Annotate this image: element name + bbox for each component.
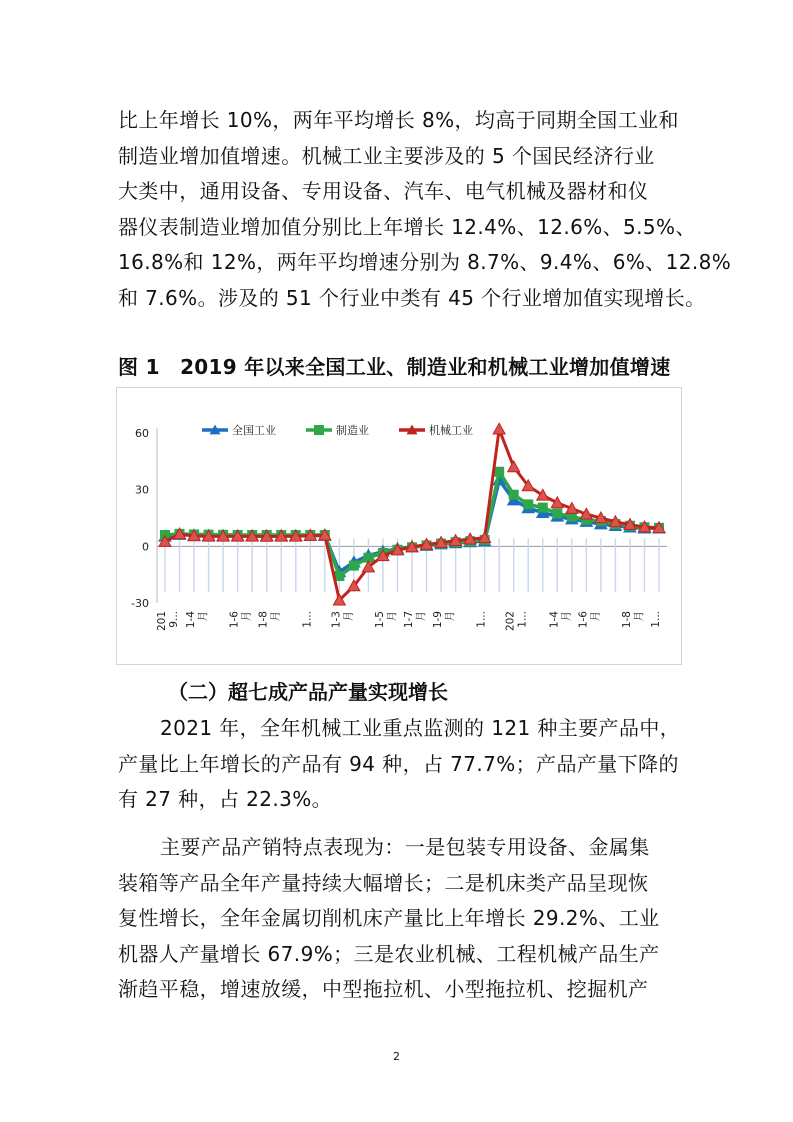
x-tick-label — [403, 611, 427, 628]
data-point — [493, 423, 505, 434]
text-line: 渐趋平稳，增速放缓，中型拖拉机、小型拖拉机、挖掘机产 — [118, 977, 649, 1002]
text-line: 和 7.6%。涉及的 51 个行业中类有 45 个行业增加值实现增长。 — [118, 285, 706, 310]
x-tick-label-part: 月 — [589, 611, 602, 622]
y-tick-label: 0 — [142, 540, 149, 554]
x-tick-label-part: 月 — [342, 611, 355, 622]
x-tick-label — [505, 611, 529, 631]
x-tick-label-part: 1... — [650, 611, 662, 628]
text-line: 16.8%和 12%，两年平均增速分别为 8.7%、9.4%、6%、12.8% — [118, 250, 732, 275]
x-tick-label-part: 1-4 — [548, 611, 561, 629]
x-tick-label-part: 1-4 — [185, 611, 198, 629]
legend-label: 机械工业 — [429, 424, 473, 437]
x-tick-label-part: 1-3 — [330, 611, 343, 629]
x-tick-label — [229, 611, 253, 628]
x-tick-label-part: 9... — [168, 611, 180, 628]
x-tick-label-part: 201 — [156, 611, 168, 632]
data-point — [509, 490, 519, 500]
text-line: 器仪表制造业增加值分别比上年增长 12.4%、12.6%、5.5%、 — [118, 214, 696, 239]
y-tick-label: 60 — [135, 427, 149, 440]
paragraph-machinery-growth — [118, 103, 732, 317]
text-line: 比上年增长 10%，两年平均增长 8%，均高于同期全国工业和 — [118, 108, 679, 132]
chart-legend — [202, 423, 473, 437]
x-tick-label — [156, 611, 180, 631]
x-tick-label-part: 1... — [475, 611, 488, 628]
x-tick-label-part: 202 — [504, 611, 517, 632]
x-tick-label-part: 月 — [240, 611, 253, 622]
text-line: 复性增长，全年金属切削机床产量比上年增长 29.2%、工业 — [118, 906, 660, 931]
text-line: 2021 年，全年机械工业重点监测的 121 种主要产品中， — [160, 716, 681, 740]
y-tick-label: -30 — [131, 597, 149, 610]
legend-label: 制造业 — [336, 424, 369, 437]
x-tick-label-part: 1-8 — [620, 611, 633, 629]
x-tick-label — [621, 611, 645, 628]
x-tick-label — [301, 611, 313, 628]
x-tick-label-part: 月 — [197, 611, 210, 622]
chart-container — [116, 387, 682, 665]
text-line: 有 27 种，占 22.3%。 — [118, 787, 333, 812]
x-tick-label — [548, 611, 572, 628]
paragraph-product-output — [118, 711, 681, 818]
data-point — [552, 508, 562, 518]
text-line: 机器人产量增长 67.9%；三是农业机械、工程机械产品生产 — [118, 941, 660, 966]
x-tick-label — [476, 611, 488, 628]
data-point — [508, 461, 520, 472]
x-tick-label-part: 1-8 — [257, 611, 270, 629]
x-tick-label — [577, 611, 601, 628]
figure-title: 图 1 2019 年以来全国工业、制造业和机械工业增加值增速 — [118, 355, 671, 379]
line-chart — [117, 388, 681, 664]
data-point — [349, 561, 359, 571]
data-point — [523, 499, 533, 509]
legend-label: 全国工业 — [232, 424, 276, 437]
x-tick-label-part: 1... — [301, 611, 314, 628]
text-line: 大类中，通用设备、专用设备、汽车、电气机械及器材和仪 — [118, 179, 649, 204]
x-tick-label-part: 1-9 — [432, 611, 445, 629]
x-tick-label-part: 月 — [560, 611, 573, 622]
y-tick-label: 30 — [135, 483, 149, 497]
page-number: 2 — [393, 1050, 400, 1063]
x-tick-label — [650, 611, 662, 628]
x-tick-label-part: 1-7 — [403, 611, 415, 629]
x-tick-label — [374, 611, 398, 628]
data-point — [538, 503, 548, 513]
text-line: 装箱等产品全年产量持续大幅增长；二是机床类产品呈现恢 — [118, 870, 649, 895]
x-tick-label-part: 月 — [269, 611, 282, 622]
x-tick-label-part: 1-5 — [373, 611, 386, 629]
x-tick-label-part: 月 — [415, 611, 427, 622]
x-tick-label-part: 1-6 — [228, 611, 241, 629]
x-tick-label-part: 月 — [444, 611, 457, 622]
x-tick-label-part: 月 — [632, 611, 645, 622]
x-tick-label-part: 1-6 — [577, 611, 590, 629]
x-tick-label — [185, 611, 209, 628]
x-tick-label — [432, 611, 456, 628]
paragraph-product-features — [118, 830, 678, 1008]
x-tick-label-part: 1... — [516, 611, 529, 628]
data-point — [494, 467, 504, 477]
text-line: 主要产品产销特点表现为：一是包装专用设备、金属集 — [160, 835, 650, 859]
text-line: 产量比上年增长的产品有 94 种，占 77.7%；产品产量下降的 — [118, 751, 679, 776]
x-tick-label — [330, 611, 354, 628]
x-tick-label — [258, 611, 282, 628]
legend-marker — [314, 425, 324, 435]
text-line: 制造业增加值增速。机械工业主要涉及的 5 个国民经济行业 — [118, 143, 655, 168]
section-heading: （二）超七成产品产量实现增长 — [168, 680, 448, 704]
x-tick-label-part: 月 — [385, 611, 398, 622]
